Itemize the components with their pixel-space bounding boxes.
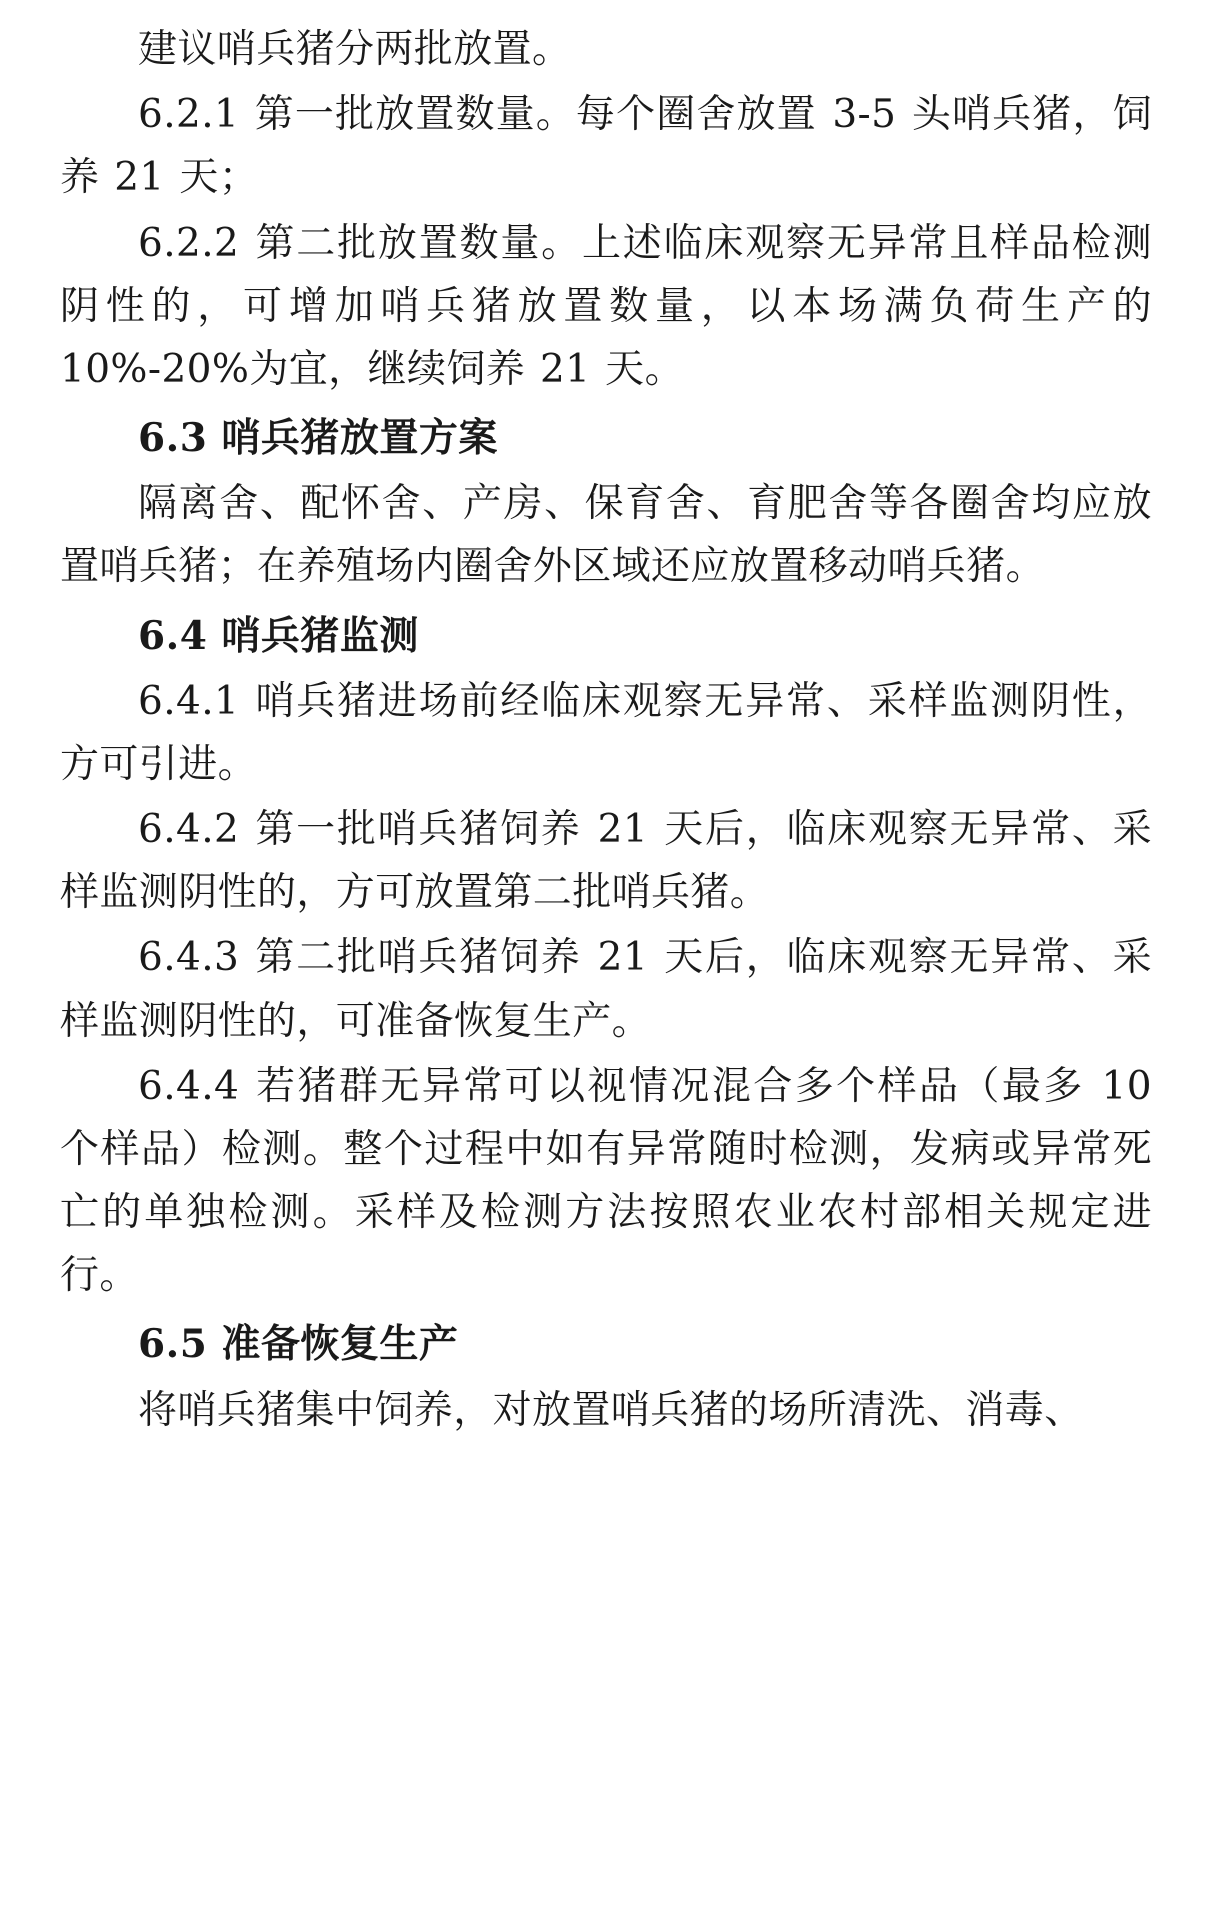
paragraph-6-2-2: 6.2.2 第二批放置数量。上述临床观察无异常且样品检测阴性的，可增加哨兵猪放置数量，以本场满负荷生产的 10%-20%为宜，继续饲养 21 天。 (60, 220, 1152, 392)
heading-6-3: 6.3 哨兵猪放置方案 (138, 415, 498, 462)
paragraph-sentinel-pigs-two-batches: 建议哨兵猪分两批放置。 (138, 27, 572, 72)
paragraph-6-5-body: 将哨兵猪集中饲养，对放置哨兵猪的场所清洗、消毒、 (138, 1387, 1084, 1433)
paragraph-6-4-1: 6.4.1 哨兵猪进场前经临床观察无异常、采样监测阴性，方可引进。 (60, 678, 1152, 787)
paragraph-6-4-4: 6.4.4 若猪群无异常可以视情况混合多个样品（最多 10 个样品）检测。整个过程中如有异常随时检测，发病或异常死亡的单独检测。采样及检测方法按照农业农村部相关规定进行。 (60, 1063, 1152, 1299)
heading-6-4: 6.4 哨兵猪监测 (138, 612, 419, 659)
heading-6-5: 6.5 准备恢复生产 (138, 1321, 459, 1368)
paragraph-6-4-3: 6.4.3 第二批哨兵猪饲养 21 天后，临床观察无异常、采样监测阴性的，可准备恢复生产。 (60, 935, 1152, 1044)
paragraph-6-3-body: 隔离舍、配怀舍、产房、保育舍、育肥舍等各圈舍均应放置哨兵猪；在养殖场内圈舍外区域还应放置移动哨兵猪。 (60, 481, 1152, 590)
paragraph-6-2-1: 6.2.1 第一批放置数量。每个圈舍放置 3-5 头哨兵猪，饲养 21 天； (60, 92, 1152, 201)
paragraph-6-4-2: 6.4.2 第一批哨兵猪饲养 21 天后，临床观察无异常、采样监测阴性的，方可放置第二批哨兵猪。 (60, 807, 1152, 916)
